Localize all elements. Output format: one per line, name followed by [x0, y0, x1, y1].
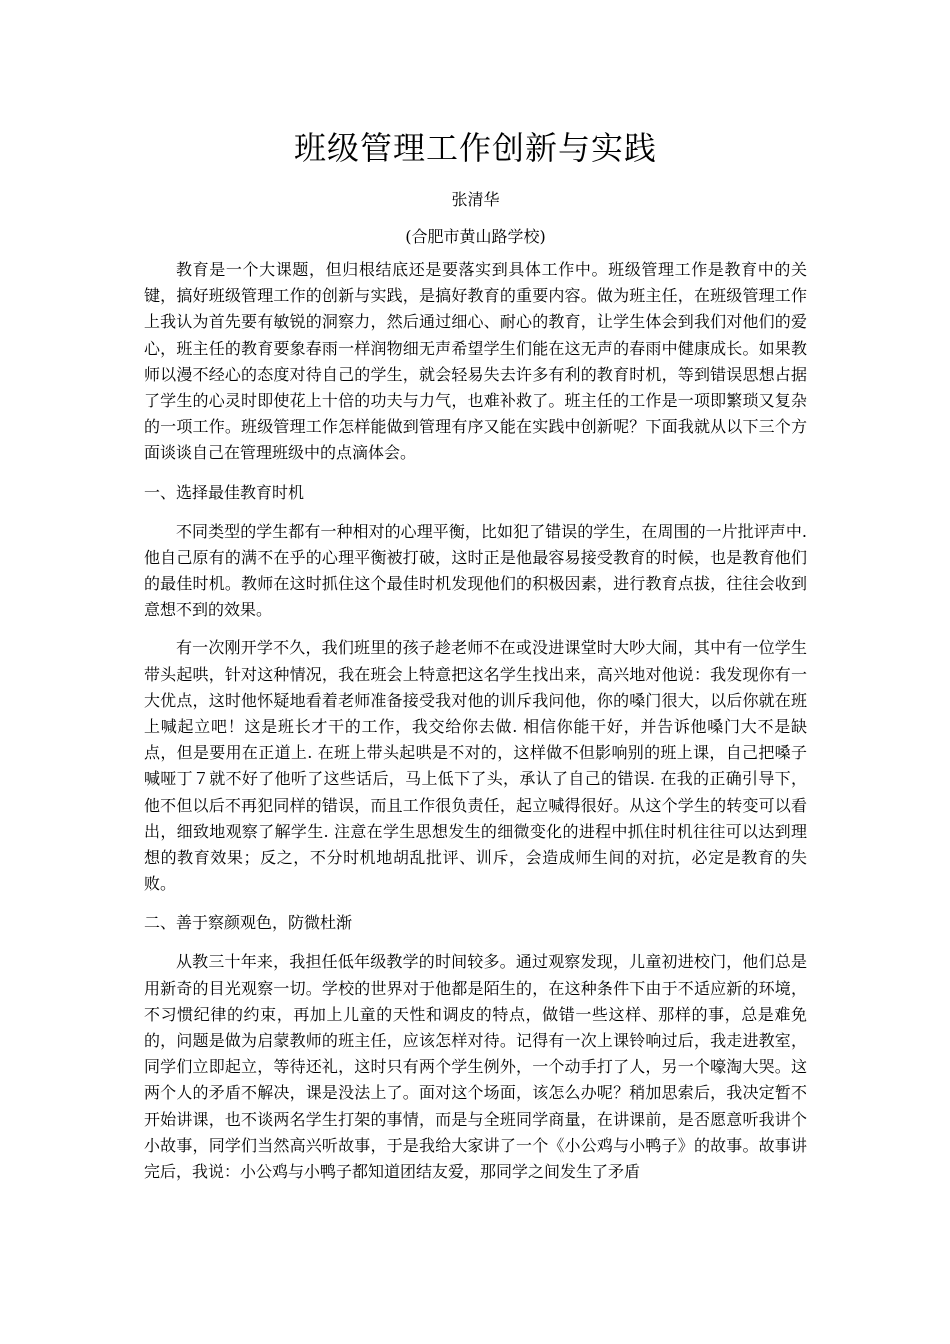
document-title: 班级管理工作创新与实践	[293, 129, 657, 167]
intro-paragraph: 教育是一个大课题，但归根结底还是要落实到具体工作中。班级管理工作是教育中的关键，搞好班级管理工作的创新与实践，是搞好教育的重要内容。做为班主任，在班级管理工作上我认为首先要有敏锐的洞察力，然后通过细心、耐心的教育，让学生体会到我们对他们的爱心，班主任的教育要象春雨一样润物细无声希望学生们能在这无声的春雨中健康成长。如果教师以漫不经心的态度对待自己的学生，就会轻易失去许多有利的教育时机，等到错误思想占据了学生的心灵时即使花上十倍的功夫与力气，也难补救了。班主任的工作是一项即繁琐又复杂的一项工作。班级管理工作怎样能做到管理有序又能在实践中创新呢？下面我就从以下三个方面谈谈自己在管理班级中的点滴体会。	[144, 260, 807, 463]
section1-paragraph-2: 有一次刚开学不久，我们班里的孩子趁老师不在或没进课堂时大吵大闹，其中有一位学生带头起哄，针对这种情况，我在班会上特意把这名学生找出来，高兴地对他说：我发现你有一大优点，这时他怀疑地看着老师准备接受我对他的训斥我问他，你的嗓门很大，以后你就在班上喊起立吧！这是班长才干的工作，我交给你去做. 相信你能干好，并告诉他嗓门大不是缺点，但是要用在正道上. 在班上带头起哄是不对的，这样做不但影响别的班上课，自己把嗓子喊哑丁７就不好了他听了这些话后，马上低下了头，承认了自己的错误. 在我的正确引导下，他不但以后不再犯同样的错误，而且工作很负责任，起立喊得很好。从这个学生的转变可以看出，细致地观察了解学生. 注意在学生思想发生的细微变化的进程中抓住时机往往可以达到理想的教育效果；反之，不分时机地胡乱批评、训斥，会造成师生间的对抗，必定是教育的失败。	[144, 638, 807, 894]
author-affiliation: (合肥市黄山路学校)	[405, 227, 546, 246]
document-page	[144, 128, 807, 1185]
author-name: 张清华	[451, 190, 500, 209]
section-heading-1: 一、选择最佳教育时机	[144, 482, 305, 502]
section1-paragraph-1: 不同类型的学生都有一种相对的心理平衡，比如犯了错误的学生，在周围的一片批评声中. 他自己原有的满不在乎的心理平衡被打破，这时正是他最容易接受教育的时候，也是教育他们的最佳时机。教师在这时抓住这个最佳时机发现他们的积极因素，进行教育点拔，往往会收到意想不到的效果。	[144, 521, 807, 620]
section2-paragraph-1: 从教三十年来，我担任低年级教学的时间较多。通过观察发现，儿童初进校门，他们总是用新奇的目光观察一切。学校的世界对于他都是陌生的，在这种条件下由于不适应新的环境，不习惯纪律的约束，再加上儿童的天性和调皮的特点，做错一些这样、那样的事，总是难免的，问题是做为启蒙教师的班主任，应该怎样对待。记得有一次上课铃响过后，我走进教室，同学们立即起立，等待还礼，这时只有两个学生例外，一个动手打了人，另一个嚎淘大哭。这两个人的矛盾不解决，课是没法上了。面对这个场面，该怎么办呢？稍加思索后，我决定暂不开始讲课，也不谈两名学生打架的事情，而是与全班同学商量，在讲课前，是否愿意听我讲个小故事，同学们当然高兴听故事，于是我给大家讲了一个《小公鸡与小鸭子》的故事。故事讲完后，我说：小公鸡与小鸭子都知道团结友爱，那同学之间发生了矛盾	[144, 952, 807, 1182]
section-heading-2: 二、善于察颜观色，防微杜渐	[144, 913, 353, 933]
